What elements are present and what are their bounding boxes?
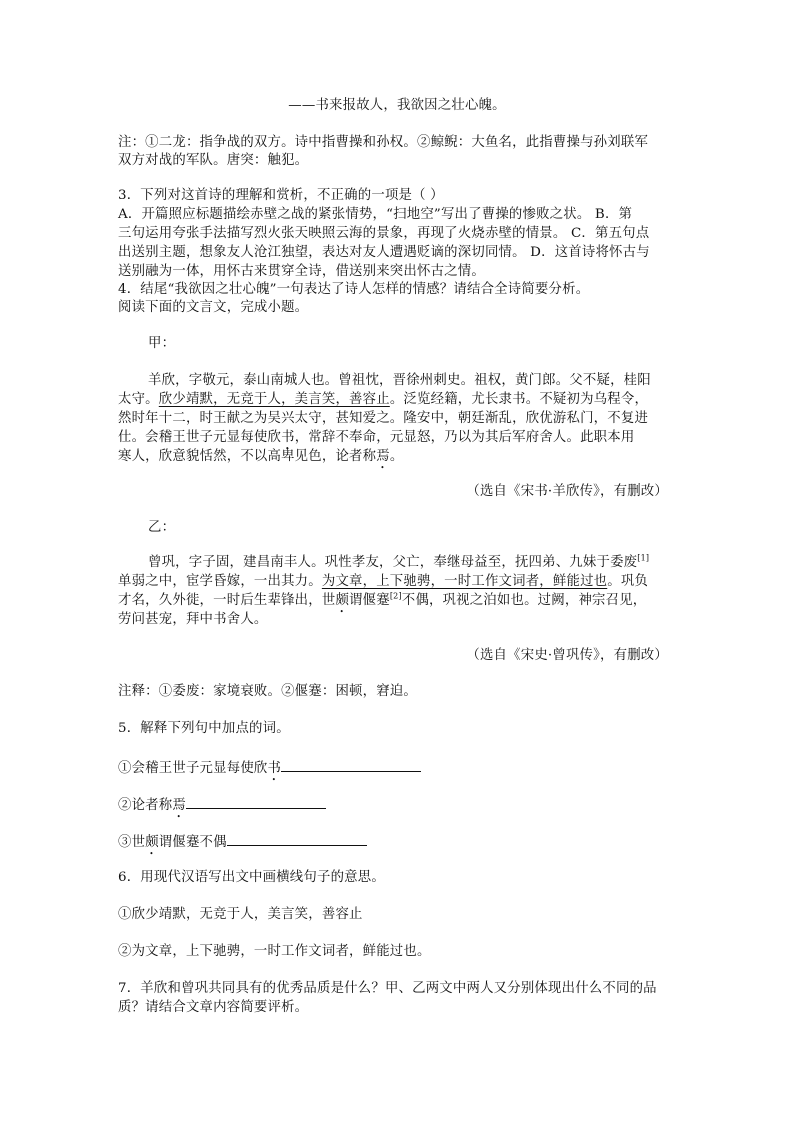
passage-jia-line: 然时年十二，时王献之为吴兴太守，甚知爱之。隆安中，朝廷渐乱，欣优游私门，不复进 bbox=[118, 411, 649, 426]
text-span: 曾巩，字子固，建昌南丰人。巩性孝友，父亡，奉继母益至，抚四弟、九妹于委废 bbox=[148, 555, 638, 570]
dotted-word: 书 bbox=[267, 761, 282, 776]
question-3-options: 三句运用夸张手法描写烈火张天映照云海的景象，再现了火烧赤壁的情景。 C．第五句点 bbox=[118, 226, 650, 241]
text-span: 才名，久外徙，一时后生辈锋出，世 bbox=[118, 593, 336, 608]
passage-intro: 阅读下面的文言文，完成小题。 bbox=[118, 300, 309, 315]
text-span: 。 bbox=[389, 449, 404, 464]
passage-jia-line bbox=[118, 390, 648, 410]
answer-blank[interactable] bbox=[281, 757, 421, 772]
answer-blank[interactable] bbox=[186, 794, 326, 809]
text-span: 。巩负 bbox=[607, 574, 649, 589]
poem-note-line: 注：①二龙：指争战的双方。诗中指曹操和孙权。②鲸鲵：大鱼名，此指曹操与孙刘联军 bbox=[118, 135, 649, 150]
passage-jia-line bbox=[118, 447, 403, 472]
passage-yi-line bbox=[148, 553, 649, 573]
question-5-item bbox=[118, 794, 326, 821]
dotted-word: 焉 bbox=[172, 798, 186, 813]
dotted-word: 焉 bbox=[376, 449, 390, 464]
passage-yi-source: （选自《宋史·曾巩传》，有删改） bbox=[466, 648, 668, 663]
question-6-item: ①欣少靖默，无竞于人，美言笑，善容止 bbox=[118, 907, 363, 922]
text-span: 不偶，巩视之泊如也。过阙，神宗召见， bbox=[401, 593, 647, 608]
glossary-note: 注释：①委废：家境衰败。②偃蹇：困顿，窘迫。 bbox=[118, 684, 417, 699]
passage-jia-line: 羊欣，字敬元，泰山南城人也。曾祖忱，晋徐州刺史。祖权，黄门郎。父不疑，桂阳 bbox=[148, 373, 651, 388]
footnote-mark: [2] bbox=[389, 591, 402, 601]
poem-last-line: ——书来报故人，我欲因之壮心魄。 bbox=[288, 98, 506, 113]
question-4-stem: 4．结尾“我欲因之壮心魄”一句表达了诗人怎样的情感？请结合全诗简要分析。 bbox=[118, 282, 590, 297]
text-span: 单弱之中，宦学昏嫁，一出其力。 bbox=[118, 574, 322, 589]
answer-blank[interactable] bbox=[227, 831, 367, 846]
text-span: ③世 bbox=[118, 835, 146, 850]
question-3-stem: 3．下列对这首诗的理解和赏析，不正确的一项是（ ） bbox=[118, 188, 444, 203]
text-span: 寒人，欣意貌恬然，不以高卑见色，论者称 bbox=[118, 449, 377, 464]
question-5-item bbox=[118, 757, 421, 784]
text-span: 太守。 bbox=[118, 392, 159, 407]
passage-yi-line: 劳问甚宠，拜中书舍人。 bbox=[118, 612, 268, 627]
question-6-stem: 6．用现代汉语写出文中画横线句子的意思。 bbox=[118, 870, 385, 885]
passage-jia-source: （选自《宋书·羊欣传》，有删改） bbox=[466, 484, 668, 499]
question-6-item: ②为文章，上下驰骋，一时工作文词者，鲜能过也。 bbox=[118, 944, 431, 959]
passage-yi-label: 乙： bbox=[148, 520, 176, 535]
text-span: 谓偃蹇 bbox=[349, 593, 390, 608]
dotted-word: 书 bbox=[281, 430, 295, 445]
footnote-mark: [1] bbox=[637, 553, 650, 563]
text-span: ②论者称 bbox=[118, 798, 173, 813]
text-span: ①会稽王世子元显每使欣 bbox=[118, 761, 268, 776]
question-3-options: 送别融为一体，用怀古来贯穿全诗，借送别来突出怀古之情。 bbox=[118, 264, 485, 279]
question-7-stem: 7．羊欣和曾巩共同具有的优秀品质是什么？甲、乙两文中两人又分别体现出什么不同的品 bbox=[118, 981, 657, 996]
question-3-options: A．开篇照应标题描绘赤壁之战的紧张情势，“扫地空”写出了曹操的惨败之状。 B．第 bbox=[118, 207, 633, 222]
question-7-stem: 质？请结合文章内容简要评析。 bbox=[118, 1000, 309, 1015]
passage-yi-line bbox=[118, 572, 648, 592]
poem-note-line: 双方对战的军队。唐突：触犯。 bbox=[118, 153, 309, 168]
text-span: 谓偃蹇不偶 bbox=[158, 835, 227, 850]
dotted-word: 颇 bbox=[145, 835, 159, 850]
text-span: 仕。会稽王世子元显每使欣 bbox=[118, 430, 282, 445]
passage-jia-label: 甲： bbox=[148, 336, 176, 351]
underlined-sentence: 为文章，上下驰骋，一时工作文词者，鲜能过也 bbox=[321, 574, 608, 589]
question-5-stem: 5．解释下列句中加点的词。 bbox=[118, 721, 290, 736]
dotted-word: 颇 bbox=[335, 593, 350, 608]
underlined-sentence: 欣少靖默，无竞于人，美言笑，善容止 bbox=[158, 392, 390, 407]
question-5-item bbox=[118, 831, 367, 858]
question-3-options: 出送别主题，想象友人沧江独望，表达对友人遭遇贬谪的深切同情。 D．这首诗将怀古与 bbox=[118, 245, 650, 260]
text-span: ，常辞不奉命，元显怒，乃以为其后军府舍人。此职本用 bbox=[294, 430, 635, 445]
text-span: 。泛览经籍，尤长隶书。不疑初为乌程令， bbox=[389, 392, 649, 407]
